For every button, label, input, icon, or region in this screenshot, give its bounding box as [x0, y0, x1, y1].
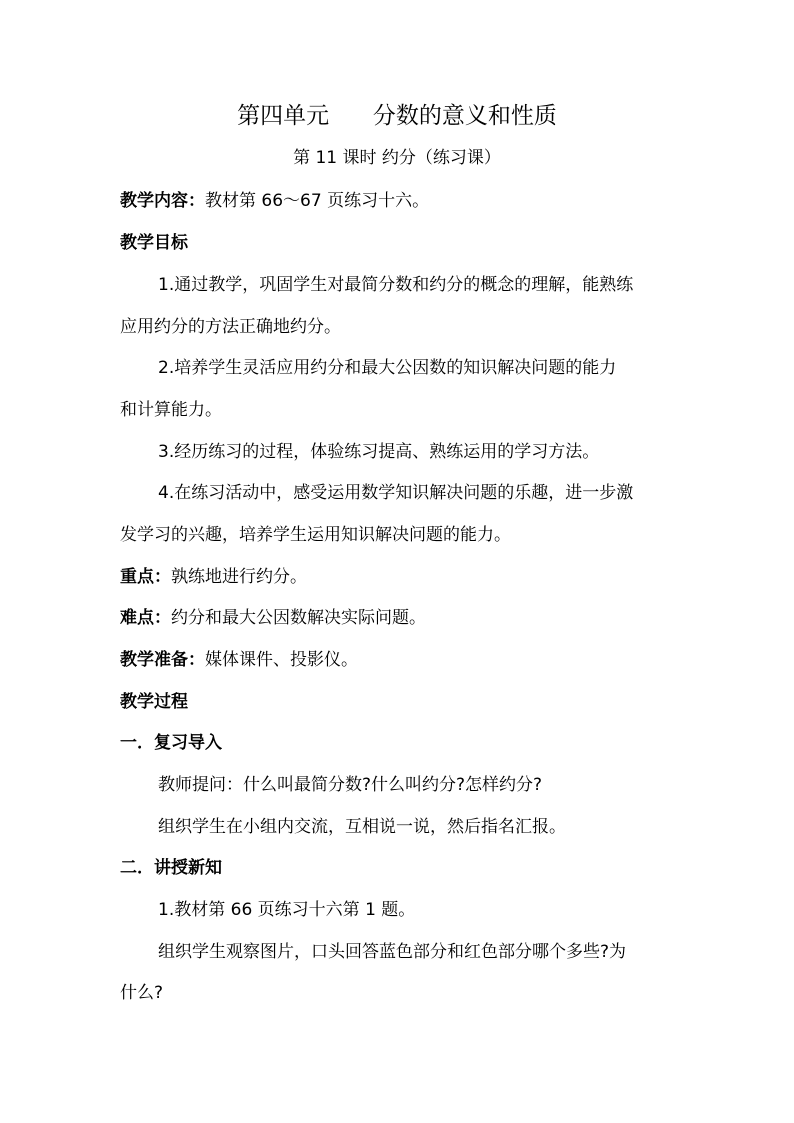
section-2-para-2-line-1: 组织学生观察图片，口头回答蓝色部分和红色部分哪个多些?为: [158, 942, 627, 962]
section-1-para-2: 组织学生在小组内交流，互相说一说，然后指名汇报。: [158, 817, 566, 837]
lesson-subtitle: 第 11 课时 约分（练习课）: [293, 148, 501, 168]
unit-title: 第四单元 分数的意义和性质: [237, 103, 557, 129]
key-point-label: 重点：: [120, 567, 171, 587]
goal-2-line-1: 2.培养学生灵活应用约分和最大公因数的知识解决问题的能力: [158, 358, 617, 378]
key-point-value: 孰练地进行约分。: [171, 567, 307, 587]
goal-4-line-2: 发学习的兴趣，培养学生运用知识解决问题的能力。: [120, 525, 511, 545]
process-heading: 教学过程: [120, 692, 188, 712]
teaching-prep-label: 教学准备：: [120, 650, 205, 670]
goal-2-line-2: 和计算能力。: [120, 400, 222, 420]
difficulty-label: 难点：: [120, 608, 171, 628]
teaching-content-label: 教学内容：: [120, 191, 205, 211]
section-2-heading: 二．讲授新知: [120, 858, 222, 878]
teaching-prep: [120, 648, 680, 672]
teaching-prep-value: 媒体课件、投影仪。: [205, 650, 358, 670]
goals-heading: 教学目标: [120, 233, 188, 253]
teaching-content: [120, 189, 680, 213]
goal-1-line-1: 1.通过教学，巩固学生对最简分数和约分的概念的理解，能熟练: [158, 275, 634, 295]
section-1-heading: 一．复习导入: [120, 733, 222, 753]
goal-4-line-1: 4.在练习活动中，感受运用数学知识解决问题的乐趣，进一步激: [158, 483, 634, 503]
section-2-para-2-line-2: 什么?: [120, 983, 164, 1003]
section-2-para-1: 1.教材第 66 页练习十六第 1 题。: [158, 900, 416, 920]
goal-3: 3.经历练习的过程，体验练习提高、熟练运用的学习方法。: [158, 442, 600, 462]
difficulty: [120, 606, 680, 630]
goal-1-line-2: 应用约分的方法正确地约分。: [120, 317, 341, 337]
difficulty-value: 约分和最大公因数解决实际问题。: [171, 608, 426, 628]
teaching-content-value: 教材第 66～67 页练习十六。: [205, 191, 430, 211]
section-1-para-1: 教师提问：什么叫最简分数?什么叫约分?怎样约分?: [158, 775, 543, 795]
key-point: [120, 565, 680, 589]
